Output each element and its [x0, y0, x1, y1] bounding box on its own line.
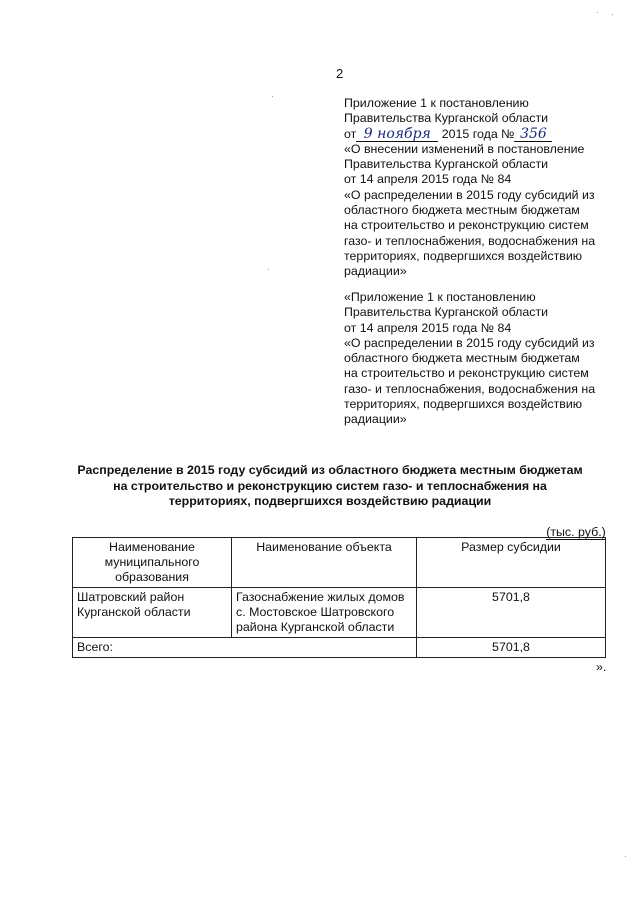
scan-speck [597, 12, 598, 13]
table-total-row [73, 638, 606, 658]
appendix-line: «Приложение 1 к постановлению [344, 290, 536, 304]
appendix-line: радиации» [344, 264, 407, 279]
appendix-line: «О распределении в 2015 году субсидий из [344, 187, 595, 202]
page-number: 2 [336, 66, 344, 81]
appendix-line: от 14 апреля 2015 года № 84 [344, 172, 512, 187]
appendix-line: газо- и теплоснабжения, водоснабжения на [344, 381, 596, 396]
handwritten-date: 9 ноября [356, 128, 438, 142]
cell-municipality: Шатровский район Курганской области [73, 588, 232, 638]
scan-speck [268, 269, 269, 270]
appendix-date-line [344, 127, 624, 142]
subsidy-table [72, 537, 606, 658]
appendix-line: от 14 апреля 2015 года № 84 [344, 320, 512, 335]
date-year: 2015 года № [441, 126, 515, 141]
appendix-line: областного бюджета местным бюджетам [344, 351, 580, 366]
appendix-line: «О внесении изменений в постановление [344, 141, 585, 156]
appendix-header-old [344, 290, 624, 428]
title-line: на строительство и реконструкцию систем газо- и теплоснабжения на [113, 478, 547, 493]
scan-speck [272, 96, 273, 97]
header-object: Наименование объекта [232, 538, 417, 588]
appendix-line: областного бюджета местным бюджетам [344, 203, 580, 218]
appendix-line: территориях, подвергшихся воздействию [344, 397, 583, 412]
title-line: территориях, подвергшихся воздействию радиации [168, 494, 492, 508]
scan-speck [625, 856, 626, 857]
appendix-line: газо- и теплоснабжения, водоснабжения на [344, 233, 596, 248]
cell-object: Газоснабжение жилых домов с. Мостовское Шатровского района Курганской области [232, 588, 417, 638]
handwritten-number: 356 [514, 128, 552, 142]
table-row [73, 588, 606, 638]
document-title [60, 463, 600, 510]
appendix-line: Правительства Курганской области [344, 157, 549, 172]
appendix-line: Правительства Курганской области [344, 305, 549, 320]
appendix-line: на строительство и реконструкцию систем [344, 366, 589, 381]
total-amount: 5701,8 [417, 638, 606, 658]
scan-speck [612, 14, 613, 15]
total-label: Всего: [73, 638, 417, 658]
cell-amount: 5701,8 [417, 588, 606, 638]
appendix-line: Приложение 1 к постановлению [344, 96, 529, 110]
appendix-line: радиации» [344, 412, 407, 427]
appendix-line: территориях, подвергшихся воздействию [344, 248, 583, 263]
header-municipality: Наименование муниципального образования [73, 538, 232, 588]
appendix-line: на строительство и реконструкцию систем [344, 218, 589, 233]
header-amount: Размер субсидии [417, 538, 606, 588]
appendix-line: «О распределении в 2015 году субсидий из [344, 335, 595, 350]
appendix-header-new [344, 96, 624, 280]
units-text: (тыс. руб.) [546, 525, 606, 539]
date-prefix: от [344, 126, 357, 141]
closing-quote-mark: ». [596, 660, 607, 674]
table-header-row [73, 538, 606, 588]
title-line: Распределение в 2015 году субсидий из областного бюджета местным бюджетам [77, 463, 583, 477]
appendix-line: Правительства Курганской области [344, 111, 549, 126]
